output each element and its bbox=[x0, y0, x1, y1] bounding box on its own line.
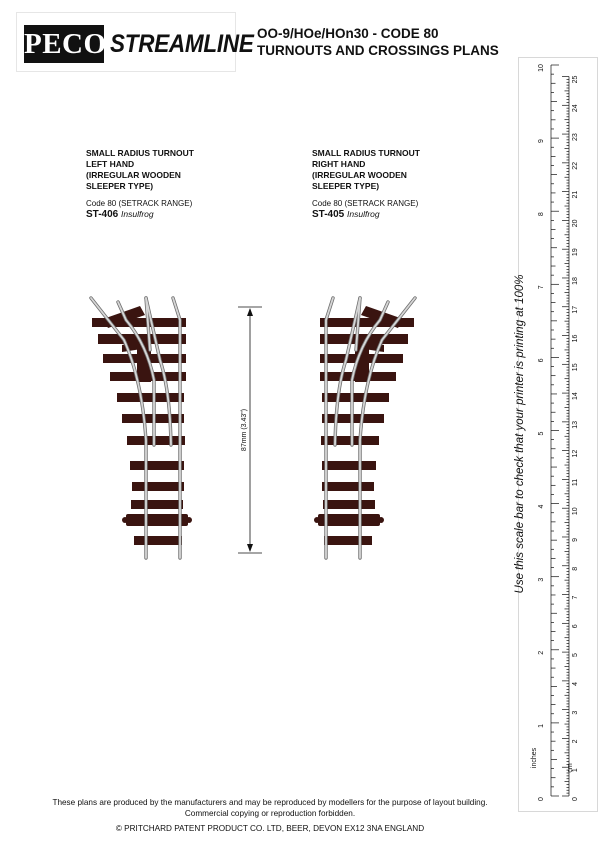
header-plans-title: TURNOUTS AND CROSSINGS PLANS bbox=[257, 43, 499, 58]
left-turnout-title-4: SLEEPER TYPE) bbox=[86, 181, 154, 191]
left-turnout-frog: Insulfrog bbox=[121, 209, 154, 219]
cm-number: 25 bbox=[572, 75, 579, 84]
cm-number: 10 bbox=[572, 507, 579, 516]
streamline-logo: STREAMLINE bbox=[110, 30, 254, 58]
inch-number: 1 bbox=[538, 723, 545, 728]
right-turnout-title-4: SLEEPER TYPE) bbox=[312, 181, 380, 191]
right-hand-turnout-drawing bbox=[314, 298, 415, 558]
cm-number: 15 bbox=[572, 363, 579, 372]
right-turnout-title-3: (IRREGULAR WOODEN bbox=[312, 170, 407, 180]
left-turnout-code: ST-406 bbox=[86, 209, 119, 220]
inch-number: 9 bbox=[538, 139, 545, 144]
inch-number: 2 bbox=[538, 650, 545, 655]
cm-number: 3 bbox=[572, 710, 579, 715]
cm-number: 6 bbox=[572, 624, 579, 629]
cm-number: 14 bbox=[572, 392, 579, 400]
inches-unit-label: inches bbox=[531, 747, 538, 769]
cm-number: 7 bbox=[572, 595, 579, 600]
header-gauge-title: OO-9/HOe/HOn30 - CODE 80 bbox=[257, 26, 439, 41]
left-turnout-title-1: SMALL RADIUS TURNOUT bbox=[86, 148, 194, 158]
cm-number: 12 bbox=[572, 449, 579, 458]
right-turnout-title-2: RIGHT HAND bbox=[312, 159, 366, 169]
inch-number: 4 bbox=[538, 504, 545, 509]
cm-number: 21 bbox=[572, 190, 579, 199]
cm-number: 18 bbox=[572, 277, 579, 285]
cm-unit-label: cm bbox=[567, 763, 574, 773]
left-turnout-title-3: (IRREGULAR WOODEN bbox=[86, 170, 181, 180]
scale-instruction: Use this scale bar to check that your printer is printing at 100% bbox=[514, 274, 526, 594]
length-dimension-label: 87mm (3.43") bbox=[241, 408, 248, 452]
cm-number: 16 bbox=[572, 334, 579, 343]
cm-number: 2 bbox=[572, 739, 579, 744]
footer-copyright: © PRITCHARD PATENT PRODUCT CO. LTD, BEER, DEVON EX12 3NA ENGLAND bbox=[115, 824, 425, 833]
cm-number: 23 bbox=[572, 133, 579, 141]
inch-number: 8 bbox=[538, 212, 545, 217]
cm-number: 24 bbox=[572, 104, 579, 113]
inch-number: 3 bbox=[538, 577, 545, 582]
cm-number: 22 bbox=[572, 161, 579, 170]
right-turnout-code: ST-405 bbox=[312, 209, 345, 220]
cm-number: 19 bbox=[572, 248, 579, 257]
inch-number: 6 bbox=[538, 358, 545, 363]
cm-number: 11 bbox=[572, 478, 579, 487]
inch-number: 10 bbox=[538, 64, 545, 72]
left-turnout-title-2: LEFT HAND bbox=[86, 159, 135, 169]
cm-number: 5 bbox=[572, 653, 579, 658]
cm-number: 13 bbox=[572, 420, 579, 429]
left-hand-turnout-drawing bbox=[91, 298, 192, 558]
peco-logo: PECO bbox=[24, 25, 104, 63]
cm-number: 1 bbox=[572, 768, 579, 773]
right-turnout-frog: Insulfrog bbox=[347, 209, 380, 219]
cm-number: 20 bbox=[572, 219, 579, 228]
inch-number: 0 bbox=[538, 797, 545, 801]
cm-number: 9 bbox=[572, 538, 579, 542]
printer-scale-bar bbox=[514, 57, 598, 812]
left-turnout-range: Code 80 (SETRACK RANGE) bbox=[86, 199, 193, 208]
inch-number: 7 bbox=[538, 285, 545, 290]
inch-number: 5 bbox=[538, 431, 545, 436]
right-turnout-range: Code 80 (SETRACK RANGE) bbox=[312, 199, 419, 208]
footer-copy-note: Commercial copying or reproduction forbidden. bbox=[184, 809, 356, 818]
cm-number: 17 bbox=[572, 305, 579, 314]
cm-number: 8 bbox=[572, 566, 579, 571]
cm-number: 0 bbox=[572, 797, 579, 801]
footer-usage-note: These plans are produced by the manufacturers and may be reproduced by modellers for the purpose of layout building. bbox=[52, 798, 488, 807]
right-turnout-title-1: SMALL RADIUS TURNOUT bbox=[312, 148, 420, 158]
scale-ruler bbox=[514, 58, 597, 811]
cm-number: 4 bbox=[572, 681, 579, 686]
